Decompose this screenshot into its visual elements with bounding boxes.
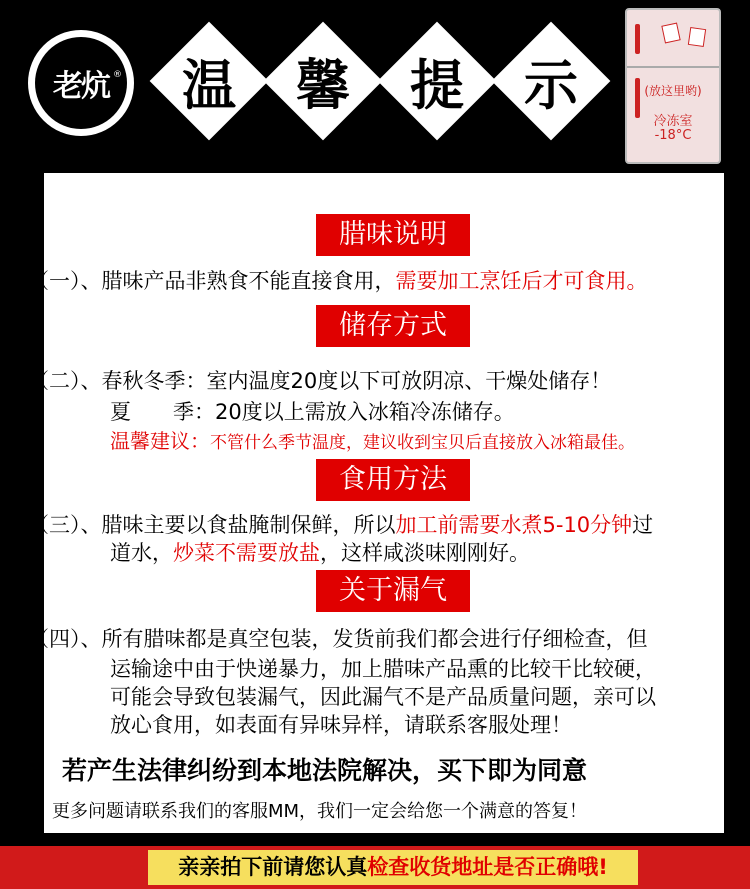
fridge-note: (放这里哟) [644,84,702,98]
address-reminder-text: 亲亲拍下前请您认真检查收货地址是否正确哦! [148,850,638,885]
title-char-1: 温 [150,22,268,140]
fridge-temp: -18°C [654,128,692,143]
section-3-line-1: （三）、腊味主要以食盐腌制保鲜，所以加工前需要水煮5-10分钟过 [28,513,654,537]
section-title-usage: 食用方法 [316,459,470,501]
brand-logo [28,30,134,136]
section-2-line-1: （二）、春秋冬季：室内温度20度以下可放阴凉、干燥处储存！ [28,369,612,393]
section-1-line: （一）、腊味产品非熟食不能直接食用，需要加工烹饪后才可食用。 [28,269,648,293]
address-reminder-banner [0,846,750,889]
registered-mark: ® [113,70,122,80]
section-title-storage: 储存方式 [316,305,470,347]
section-2-line-2: 夏 季：20度以上需放入冰箱冷冻储存。 [110,400,515,424]
legal-notice: 若产生法律纠纷到本地法院解决，买下即为同意 [62,756,588,785]
logo-text: 老炕 [35,37,127,129]
section-4-line-1: （四）、所有腊味都是真空包装，发货前我们都会进行仔细检查，但 [28,627,648,651]
title-char-4: 示 [492,22,610,140]
section-4-line-3: 可能会导致包装漏气，因此漏气不是产品质量问题，亲可以 [110,685,656,709]
contact-note: 更多问题请联系我们的客服MM，我们一定会给您一个满意的答复！ [52,801,588,822]
section-title-leakage: 关于漏气 [316,570,470,612]
section-title-flavor: 腊味说明 [316,214,470,256]
section-4-line-2: 运输途中由于快递暴力，加上腊味产品熏的比较干比较硬， [110,657,656,681]
section-4-line-4: 放心食用，如表面有异味异样，请联系客服处理！ [110,713,572,737]
section-3-line-2: 道水，炒菜不需要放盐，这样咸淡味刚刚好。 [110,541,530,565]
note-magnet-icon [688,27,706,47]
section-2-line-3: 温馨建议：不管什么季节温度，建议收到宝贝后直接放入冰箱最佳。 [110,429,635,453]
note-magnet-icon [661,23,680,44]
title-char-2: 馨 [264,22,382,140]
fridge-label: 冷冻室 [653,114,693,129]
notice-card [28,173,724,833]
title-char-3: 提 [378,22,496,140]
fridge-icon [625,8,721,164]
